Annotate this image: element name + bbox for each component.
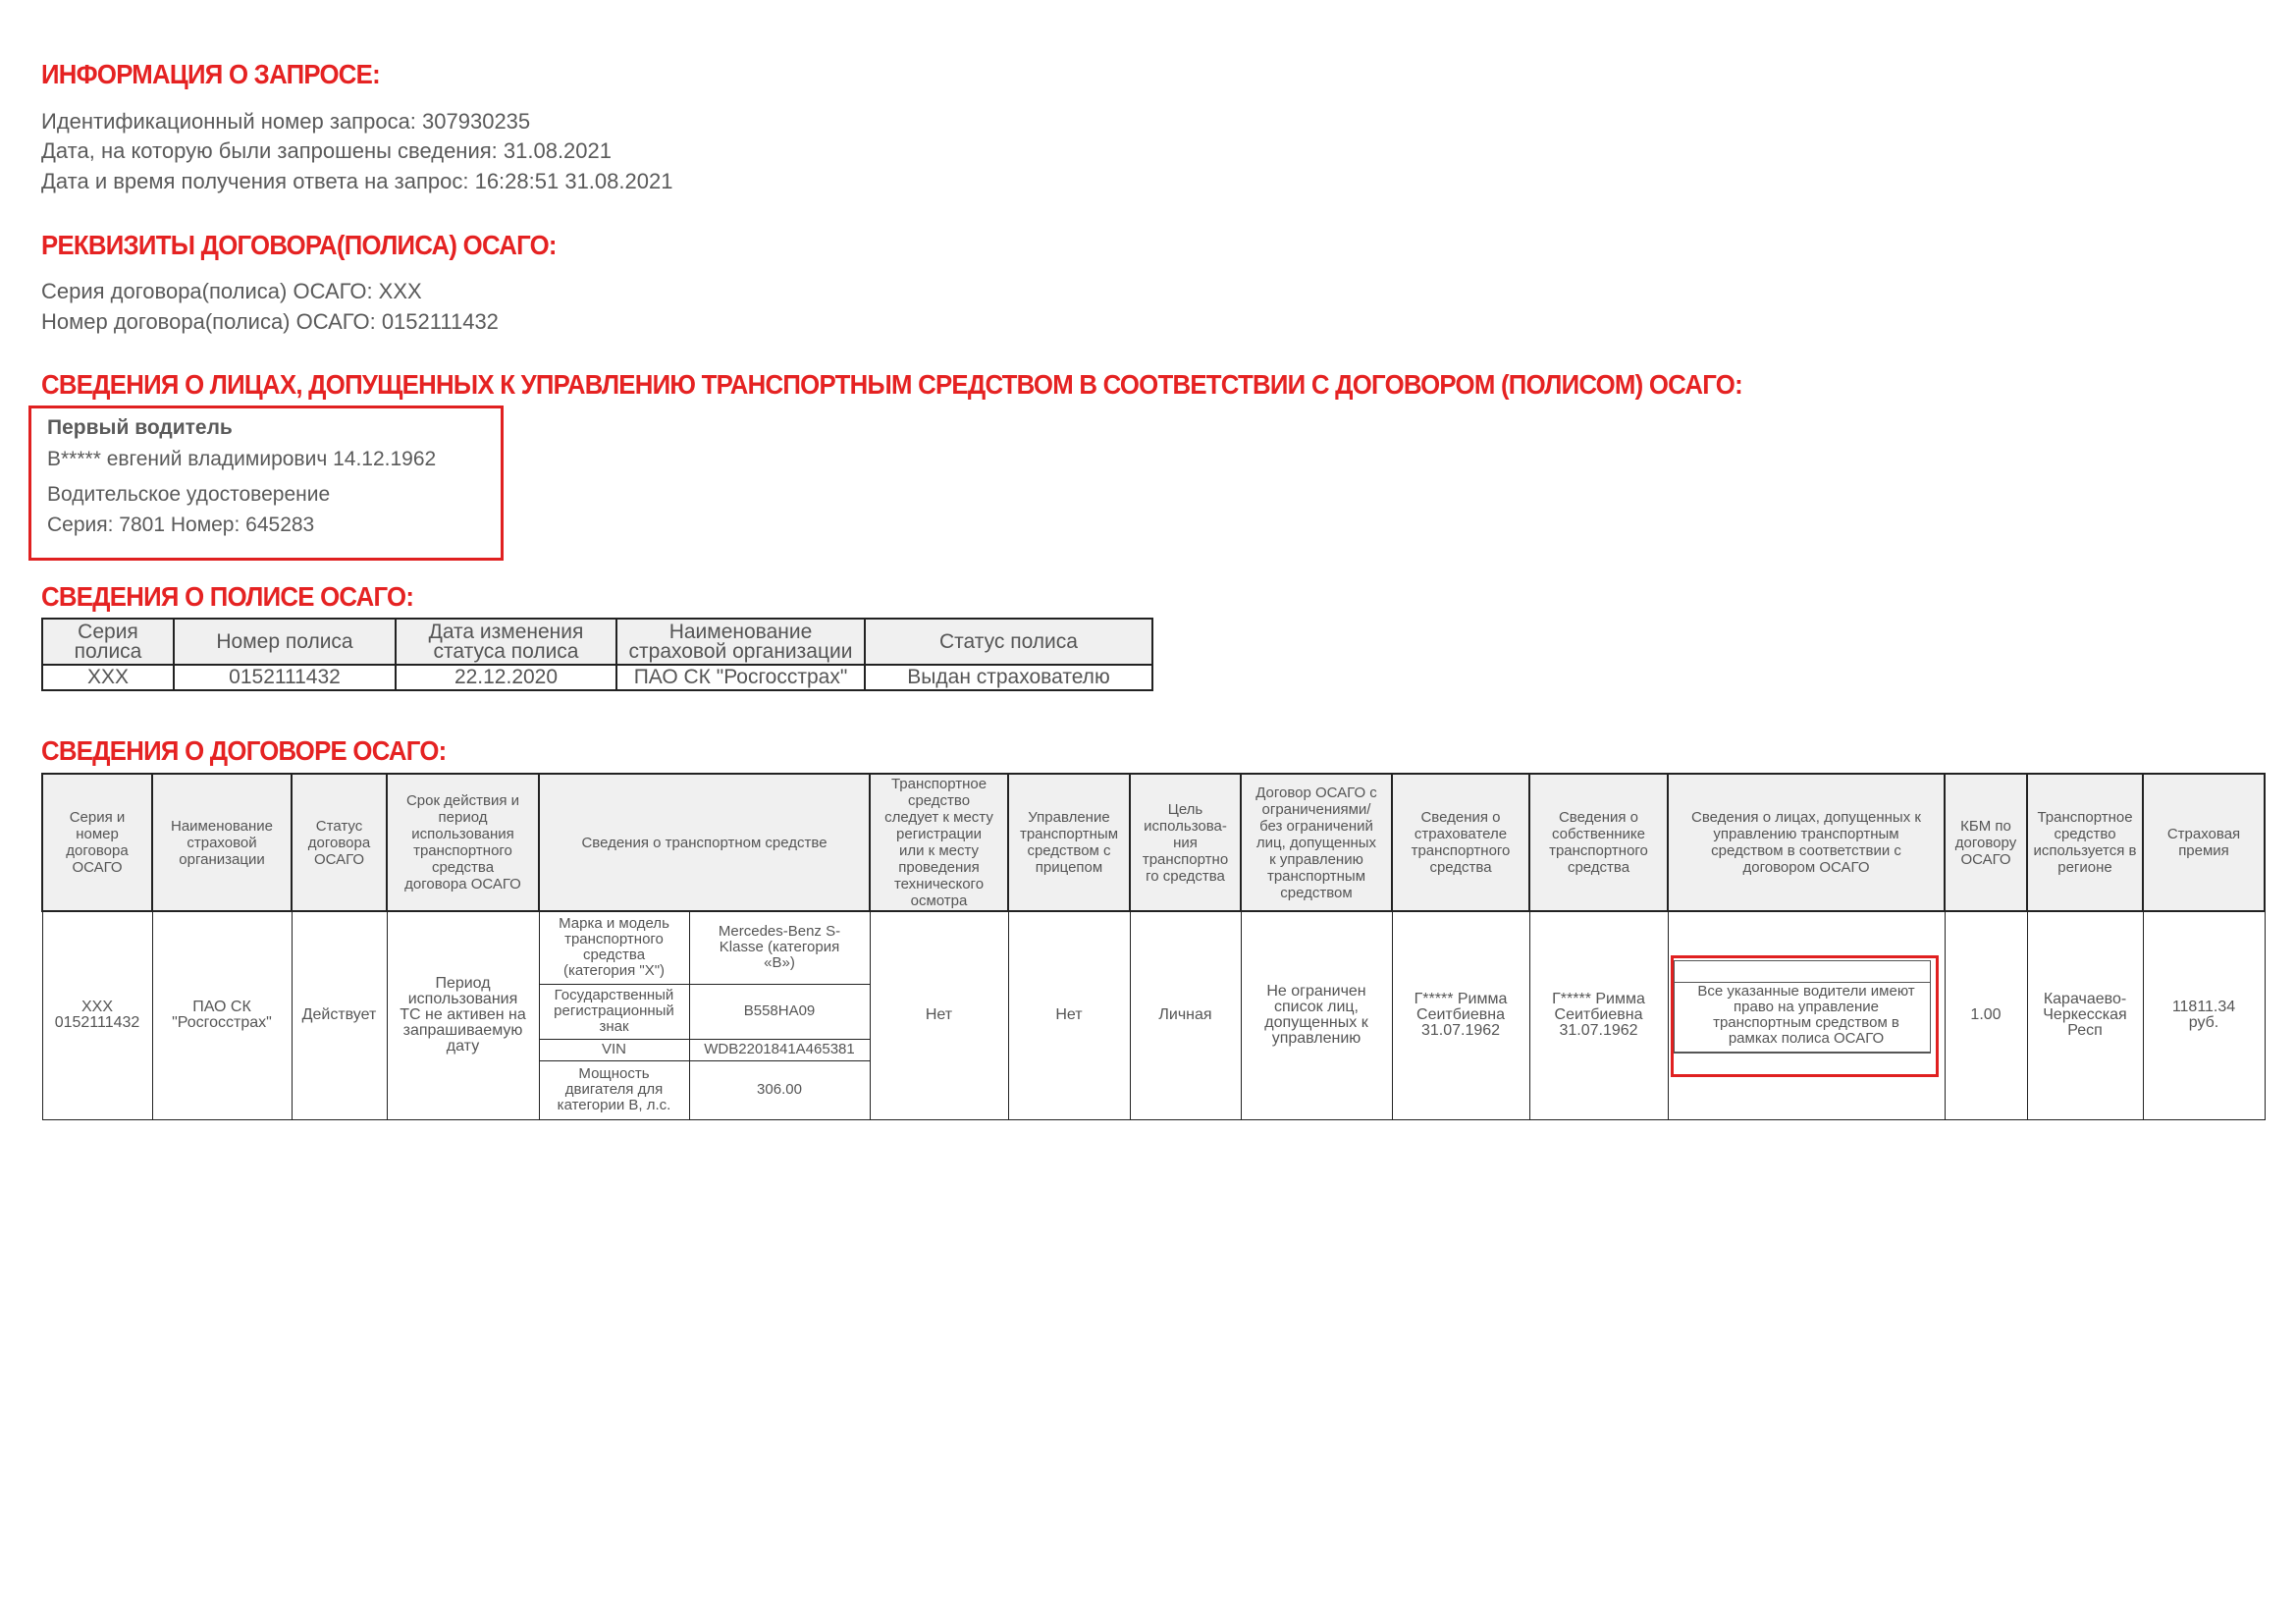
vehicle-vin-value: WDB2201841A465381 <box>689 1039 870 1060</box>
contract-cell-period: Период использования ТС не активен на запрашиваемую дату <box>387 911 539 1119</box>
contract-cell-purpose: Личная <box>1130 911 1241 1119</box>
policy-details-heading: РЕКВИЗИТЫ ДОГОВОРА(ПОЛИСА) ОСАГО: <box>41 230 557 260</box>
policy-col-number: Номер полиса <box>174 619 396 665</box>
contract-col-insurer: Наименование страховой организации <box>152 774 292 911</box>
contract-cell-insurer: ПАО СК "Росгосстрах" <box>152 911 292 1119</box>
policy-table-heading: СВЕДЕНИЯ О ПОЛИСЕ ОСАГО: <box>41 581 414 612</box>
contract-cell-premium: 11811.34 руб. <box>2143 911 2265 1119</box>
driver-name: В***** евгений владимирович 14.12.1962 <box>47 448 437 470</box>
contract-col-owner: Сведения о собственнике транспортного средства <box>1529 774 1668 911</box>
contract-table-heading: СВЕДЕНИЯ О ДОГОВОРЕ ОСАГО: <box>41 735 447 766</box>
contract-col-restrictions: Договор ОСАГО с ограничениями/ без ограничений лиц, допущенных к управлению транспортным средством <box>1241 774 1392 911</box>
contract-cell-series: ХХХ 0152111432 <box>42 911 152 1119</box>
contract-col-kbm: КБМ по договору ОСАГО <box>1945 774 2027 911</box>
policy-col-status: Статус полиса <box>865 619 1152 665</box>
contract-col-premium: Страховая премия <box>2143 774 2265 911</box>
policy-cell-series: ХХХ <box>42 665 174 690</box>
contract-cell-kbm: 1.00 <box>1945 911 2027 1119</box>
policy-col-insurer: Наименование страховой организации <box>616 619 865 665</box>
first-driver-label: Первый водитель <box>47 416 233 439</box>
vehicle-power-value: 306.00 <box>689 1060 870 1119</box>
vehicle-make-value: Mercedes-Benz S- Klasse (категория «В») <box>689 911 870 984</box>
contract-col-policyholder: Сведения о страхователе транспортного средства <box>1392 774 1529 911</box>
driver-doc-type: Водительское удостоверение <box>47 483 331 506</box>
contract-col-status: Статус договора ОСАГО <box>292 774 387 911</box>
contract-cell-status: Действует <box>292 911 387 1119</box>
contract-cell-owner: Г***** Римма Сеитбиевна 31.07.1962 <box>1529 911 1668 1119</box>
contract-cell-region: Карачаево- Черкесская Респ <box>2027 911 2143 1119</box>
response-datetime: Дата и время получения ответа на запрос: 16:28:51 31.08.2021 <box>41 169 673 193</box>
vehicle-make-label: Марка и модель транспортного средства (категория "Х") <box>539 911 689 984</box>
drivers-highlight-box <box>1671 955 1939 1077</box>
contract-cell-restrictions: Не ограничен список лиц, допущенных к управлению <box>1241 911 1392 1119</box>
contract-col-period: Срок действия и период использования транспортного средства договора ОСАГО <box>387 774 539 911</box>
request-heading: ИНФОРМАЦИЯ О ЗАПРОСЕ: <box>41 59 380 89</box>
contract-col-to-registration: Транспортное средство следует к месту регистрации или к месту проведения технического осмотра <box>870 774 1008 911</box>
policy-col-status-date: Дата изменения статуса полиса <box>396 619 616 665</box>
policy-cell-status-date: 22.12.2020 <box>396 665 616 690</box>
policy-cell-number: 0152111432 <box>174 665 396 690</box>
policy-cell-status: Выдан страхователю <box>865 665 1152 690</box>
contract-col-series: Серия и номер договора ОСАГО <box>42 774 152 911</box>
policy-table <box>41 618 1153 691</box>
request-date: Дата, на которую были запрошены сведения: 31.08.2021 <box>41 138 612 163</box>
contract-col-drivers: Сведения о лицах, допущенных к управлению транспортным средством в соответствии с договором ОСАГО <box>1668 774 1945 911</box>
policy-cell-insurer: ПАО СК "Росгосстрах" <box>616 665 865 690</box>
contract-cell-drivers: Все указанные водители имеют право на управление транспортным средством в рамках полиса ОСАГО <box>1668 911 1945 1119</box>
contract-col-trailer: Управление транспортным средством с прицепом <box>1008 774 1130 911</box>
contract-cell-to-registration: Нет <box>870 911 1008 1119</box>
vehicle-vin-label: VIN <box>539 1039 689 1060</box>
contract-col-vehicle: Сведения о транспортном средстве <box>539 774 870 911</box>
vehicle-plate-label: Государственный регистрационный знак <box>539 984 689 1039</box>
vehicle-power-label: Мощность двигателя для категории В, л.с. <box>539 1060 689 1119</box>
policy-col-series: Серия полиса <box>42 619 174 665</box>
policy-number: Номер договора(полиса) ОСАГО: 0152111432 <box>41 309 499 334</box>
driver-doc-number: Серия: 7801 Номер: 645283 <box>47 514 315 536</box>
contract-cell-trailer: Нет <box>1008 911 1130 1119</box>
drivers-heading: СВЕДЕНИЯ О ЛИЦАХ, ДОПУЩЕННЫХ К УПРАВЛЕНИЮ ТРАНСПОРТНЫМ СРЕДСТВОМ В СООТВЕТСТВИИ С ДОГОВОРОМ (ПОЛИСОМ) ОСАГО: <box>41 369 1742 400</box>
request-id: Идентификационный номер запроса: 307930235 <box>41 109 531 134</box>
policy-series: Серия договора(полиса) ОСАГО: ХХХ <box>41 279 422 303</box>
contract-col-region: Транспортное средство используется в регионе <box>2027 774 2143 911</box>
contract-col-purpose: Цель использова- ния транспортно го средства <box>1130 774 1241 911</box>
vehicle-plate-value: В558НА09 <box>689 984 870 1039</box>
contract-cell-policyholder: Г***** Римма Сеитбиевна 31.07.1962 <box>1392 911 1529 1119</box>
